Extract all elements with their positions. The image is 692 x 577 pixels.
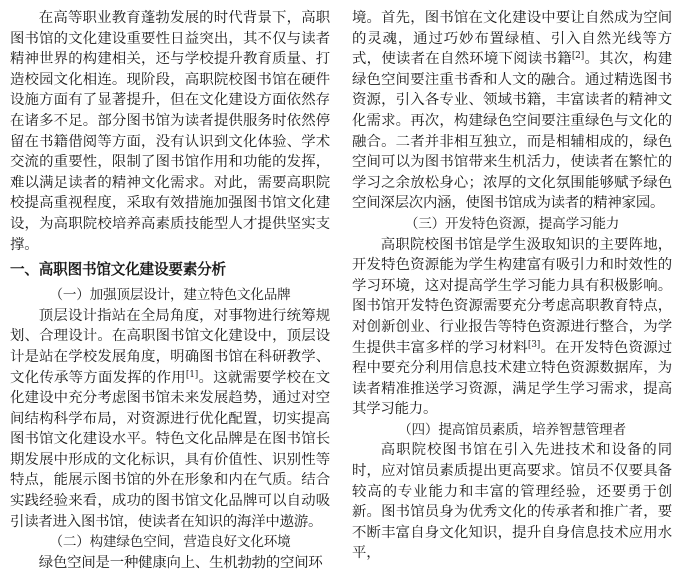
right-column (352, 8, 672, 564)
section-heading: 一、高职图书馆文化建设要素分析 (10, 261, 226, 279)
subsection-3-paragraph (352, 235, 672, 420)
subsection-4-paragraph: 高职院校图书馆在引入先进技术和设备的同时，应对馆员素质提出更高要求。馆员不仅要具备较高的专业能力和丰富的管理经验，还要勇于创新。图书馆员身为优秀文化的传承者和推广者，要不断丰富自身文化知识，提升自身信息技术应用水平， (352, 442, 672, 562)
subsection-heading-4: （四）提高馆员素质，培养智慧管理者 (398, 421, 626, 438)
left-column (10, 8, 330, 573)
subsection-2-text-b: 。其次，构建绿色空间要注重书香和人文的融合。通过精选图书资源，引入各专业、领域书籍，丰富读者的精神文化需求。再次，构建绿色空间要注重绿色与文化的融合。二者并非相互独立，而是相辅相成的，绿色空间可以为图书馆带来生机活力，使读者在繁忙的学习之余放松身心；浓厚的文化氛围能够赋予绿色空间深层次内涵，使图书馆成为读者的精神家园。 (352, 51, 672, 212)
subsection-1-text-a: 顶层设计指站在全局角度，对事物进行统筹规划、合理设计。在高职图书馆文化建设中，顶层设计是站在学校发展角度，明确图书馆在科研教学、文化传承等方面发挥的作用 (10, 307, 330, 386)
citation-3: [3] (527, 339, 541, 350)
subsection-3-text-b: 。在开发特色资源过程中要充分利用信息技术建立特色资源数据库，为读者精准推送学习资源，满足学生学习需求，提高其学习能力。 (352, 339, 672, 418)
subsection-3-text-a: 高职院校图书馆是学生汲取知识的主要阵地，开发特色资源能为学生构建富有吸引力和时效性的学习环境，这对提高学生学习能力具有积极影响。图书馆开发特色资源需要充分考虑高职教育特点，对创新创业、行业报告等特色资源进行整合，为学生提供丰富多样的学习材料 (352, 236, 672, 356)
subsection-heading-3: （三）开发特色资源，提高学习能力 (404, 215, 620, 232)
subsection-2-paragraph-start: 绿色空间是一种健康向上、生机勃勃的空间环 (38, 554, 323, 571)
subsection-1-paragraph (10, 306, 330, 533)
subsection-heading-1: （一）加强顶层设计，建立特色文化品牌 (49, 287, 291, 304)
subsection-2-paragraph-continued (352, 8, 672, 214)
citation-2: [2] (571, 51, 585, 62)
subsection-heading-2: （二）构建绿色空间，营造良好文化环境 (49, 534, 291, 551)
intro-paragraph: 在高等职业教育蓬勃发展的时代背景下，高职图书馆的文化建设重要性日益突出，其不仅与读者精神世界的构建相关，还与学校提升教育质量、打造校园文化相连。现阶段，高职院校图书馆在硬件设施方面有了显著提升，但在文化建设方面依然存在诸多不足。部分图书馆为读者提供服务时依然停留在书籍借阅等方面，没有认识到文化体验、学术交流的重要性，限制了图书馆作用和功能的发挥，难以满足读者的精神文化需求。对此，需要高职院校提高重视程度，采取有效措施加强图书馆文化建设，为高职院校培养高素质技能型人才提供坚实支撑。 (10, 10, 330, 253)
citation-1: [1] (185, 369, 199, 380)
subsection-1-text-b: 。这就需要学校在文化建设中充分考虑图书馆未来发展趋势，通过对空间结构科学布局，对资源进行优化配置，切实提高图书馆文化建设水平。特色文化品牌是在图书馆长期发展中形成的文化标识，具有价值性、识别性等特点，能展示图书馆的外在形象和内在气质。结合实践经验来看，成功的图书馆文化品牌可以自动吸引读者进入图书馆，使读者在知识的海洋中遨游。 (10, 369, 330, 530)
subsection-2-text-a: 境。首先，图书馆在文化建设中要让自然成为空间的灵魂，通过巧妙布置绿植、引入自然光线等方式，使读者在自然环境下阅读书籍 (352, 10, 672, 68)
